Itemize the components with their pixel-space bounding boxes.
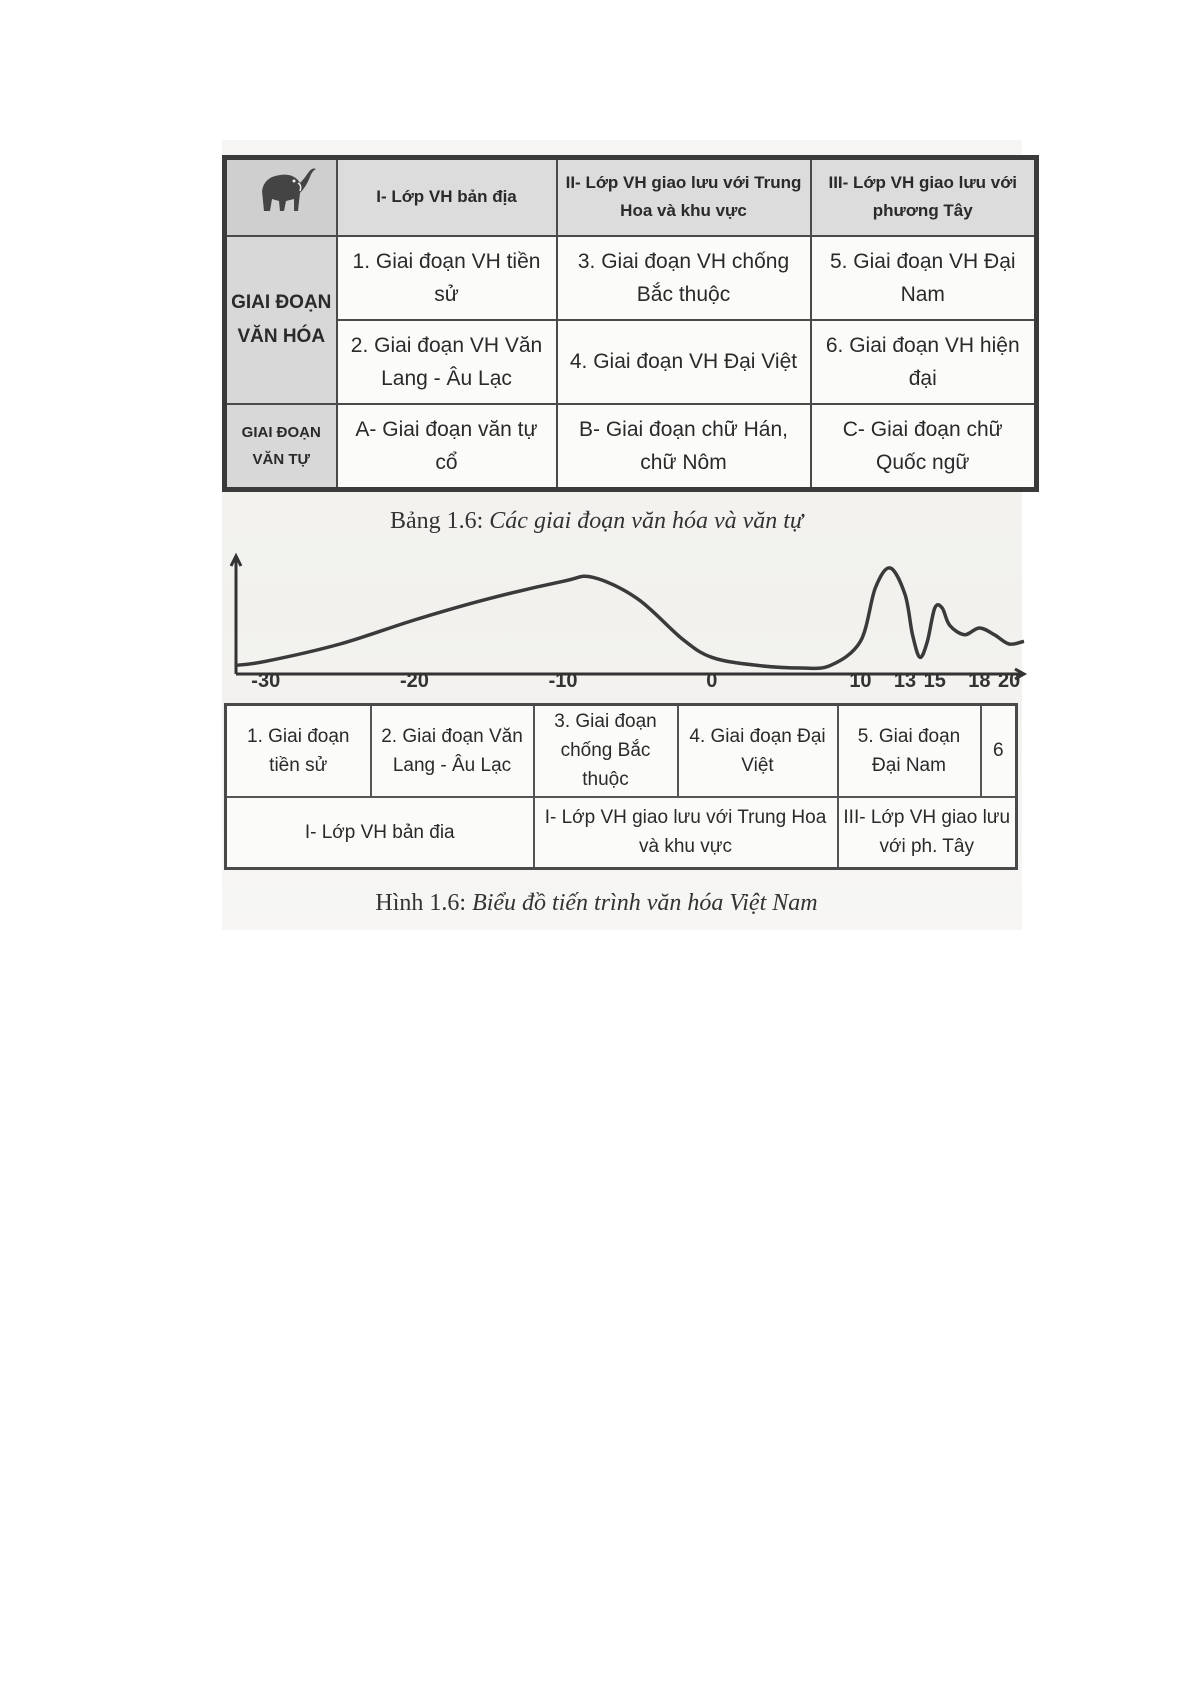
figure-caption: [0, 890, 1193, 917]
table-row: [225, 320, 1037, 404]
table-row: [226, 797, 1017, 869]
x-tick-label: 13: [893, 670, 917, 692]
table-cell: 1. Giai đoạn tiền sử: [226, 705, 371, 797]
table-cell: 5. Giai đoạn Đại Nam: [838, 705, 981, 797]
caption-prefix: Bảng 1.6:: [389, 508, 484, 534]
caption-text: Các giai đoạn văn hóa và văn tự: [489, 508, 804, 534]
header-layer-2: II- Lớp VH giao lưu với Trung Hoa và khu vực: [557, 158, 811, 236]
x-tick-label: -20: [399, 670, 429, 692]
table-cell: 6: [981, 705, 1017, 797]
table-cell: 6. Giai đoạn VH hiện đại: [811, 320, 1037, 404]
x-tick-label: -10: [548, 670, 578, 692]
series-line: [236, 568, 1024, 668]
table-cell: 1. Giai đoạn VH tiền sử: [337, 236, 557, 320]
table-header-row: [225, 158, 1037, 236]
table-cell: 2. Giai đoạn VH Văn Lang - Âu Lạc: [337, 320, 557, 404]
table-cell: I- Lớp VH bản đia: [226, 797, 534, 869]
timeline-stages-table: [224, 703, 1018, 870]
x-tick-label: 15: [923, 670, 946, 692]
table-cell: III- Lớp VH giao lưu với ph. Tây: [838, 797, 1017, 869]
table-row: [225, 236, 1037, 320]
table-cell: 4. Giai đoạn VH Đại Việt: [557, 320, 811, 404]
x-tick-label: 10: [849, 670, 872, 692]
culture-stage-label: GIAI ĐOẠN VĂN HÓA: [225, 236, 337, 404]
table-caption: [0, 508, 1193, 535]
header-layer-1: I- Lớp VH bản địa: [337, 158, 557, 236]
table-cell: B- Giai đoạn chữ Hán, chữ Nôm: [557, 404, 811, 490]
x-tick-label: 0: [706, 670, 718, 692]
table-cell: A- Giai đoạn văn tự cổ: [337, 404, 557, 490]
table-row: [226, 705, 1017, 797]
header-layer-3: III- Lớp VH giao lưu với phương Tây: [811, 158, 1037, 236]
table-row: [225, 404, 1037, 490]
y-axis: [231, 556, 241, 674]
x-tick-label: 20: [998, 670, 1021, 692]
x-tick-label: -30: [251, 670, 281, 692]
caption-text: Biểu đồ tiến trình văn hóa Việt Nam: [472, 890, 818, 916]
table-cell: I- Lớp VH giao lưu với Trung Hoa và khu vực: [534, 797, 838, 869]
culture-timeline-chart: [228, 552, 1028, 684]
x-tick-label: 18: [968, 670, 991, 692]
table-cell: 5. Giai đoạn VH Đại Nam: [811, 236, 1037, 320]
table-cell: 2. Giai đoạn Văn Lang - Âu Lạc: [371, 705, 534, 797]
script-stage-label: GIAI ĐOẠN VĂN TỰ: [225, 404, 337, 490]
table-cell: 4. Giai đoạn Đại Việt: [678, 705, 838, 797]
elephant-icon: [225, 158, 337, 236]
x-axis-ticks: [0, 670, 1193, 698]
table-cell: 3. Giai đoạn VH chống Bắc thuộc: [557, 236, 811, 320]
culture-stages-table: [222, 155, 1039, 492]
table-cell: C- Giai đoạn chữ Quốc ngữ: [811, 404, 1037, 490]
table-cell: 3. Giai đoạn chống Bắc thuộc: [534, 705, 678, 797]
caption-prefix: Hình 1.6:: [375, 890, 467, 916]
